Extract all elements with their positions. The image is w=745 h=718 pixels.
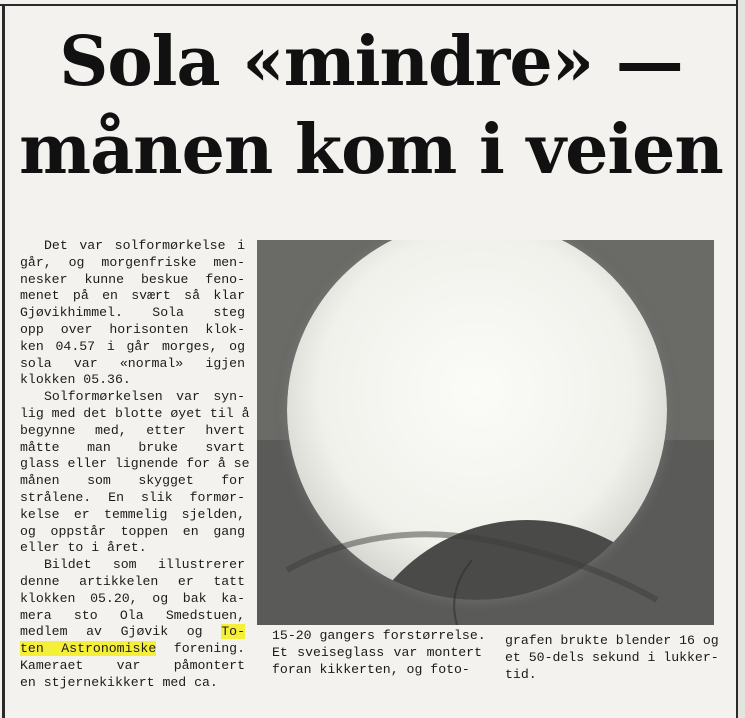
body-line: måtte man bruke svart [20, 439, 245, 455]
body-line: nesker kunne beskue feno- [20, 271, 245, 287]
headline-line-2: månen kom i veien [19, 110, 723, 190]
body-line: lig med det blotte øyet til å [20, 405, 250, 421]
body-line: ten Astronomiske forening. [20, 641, 246, 657]
caption-line: Et sveiseglass var montert [272, 644, 482, 660]
photo-caption-col-1 [272, 628, 486, 678]
headline [10, 18, 732, 194]
body-line: opp over horisonten klok- [20, 321, 245, 337]
body-line: Gjøvikhimmel. Sola steg [20, 305, 245, 321]
highlighted-text: To- [221, 624, 245, 640]
body-line: Solformørkelsen var syn- [44, 389, 245, 405]
caption-line: foran kikkerten, og foto- [272, 661, 470, 677]
body-line: og oppstår toppen en gang [20, 523, 245, 539]
body-line: klokken 05.20, og bak ka- [20, 590, 245, 606]
caption-line: grafen brukte blender 16 og [505, 633, 719, 648]
frame-left-rule [2, 4, 5, 718]
body-line: en stjernekikkert med ca. [20, 674, 218, 690]
body-line: klokken 05.36. [20, 372, 131, 388]
headline-line-1: Sola «mindre» — [59, 22, 683, 102]
body-line: begynne med, etter hvert [20, 422, 245, 438]
body-line: Det var solformørkelse i [44, 238, 245, 253]
body-line: går, og morgenfriske men- [20, 254, 245, 270]
caption-line: 15-20 gangers forstørrelse. [272, 628, 486, 643]
highlighted-text: ten Astronomiske [20, 641, 157, 657]
body-line: medlem av Gjøvik og To- [20, 624, 245, 640]
body-line: eller to i året. [20, 540, 147, 556]
body-line: strålene. En slik formør- [20, 489, 245, 505]
eclipse-photo [257, 240, 714, 625]
body-line: denne artikkelen er tatt [20, 573, 245, 589]
article-body [20, 238, 250, 692]
caption-line: et 50-dels sekund i lukker- [505, 649, 719, 665]
body-line: månen som skygget for [20, 473, 245, 489]
body-line: kelse er temmelig sjelden, [20, 506, 245, 522]
body-line: ken 04.57 i går morges, og [20, 338, 245, 354]
body-line: sola var «normal» igjen [20, 355, 245, 371]
body-line: menet på en svært så klar [20, 288, 245, 304]
frame-right-edge [736, 0, 745, 718]
body-line: Kameraet var påmontert [20, 657, 245, 673]
frame-top-rule [0, 4, 745, 6]
caption-line: tid. [505, 666, 537, 682]
body-line: Bildet som illustrerer [44, 557, 245, 573]
body-line: mera sto Ola Smedstuen, [20, 607, 245, 623]
eclipse-photo-graphic [257, 240, 714, 625]
body-line: glass eller lignende for å se [20, 456, 250, 472]
photo-caption-col-2 [505, 633, 719, 683]
